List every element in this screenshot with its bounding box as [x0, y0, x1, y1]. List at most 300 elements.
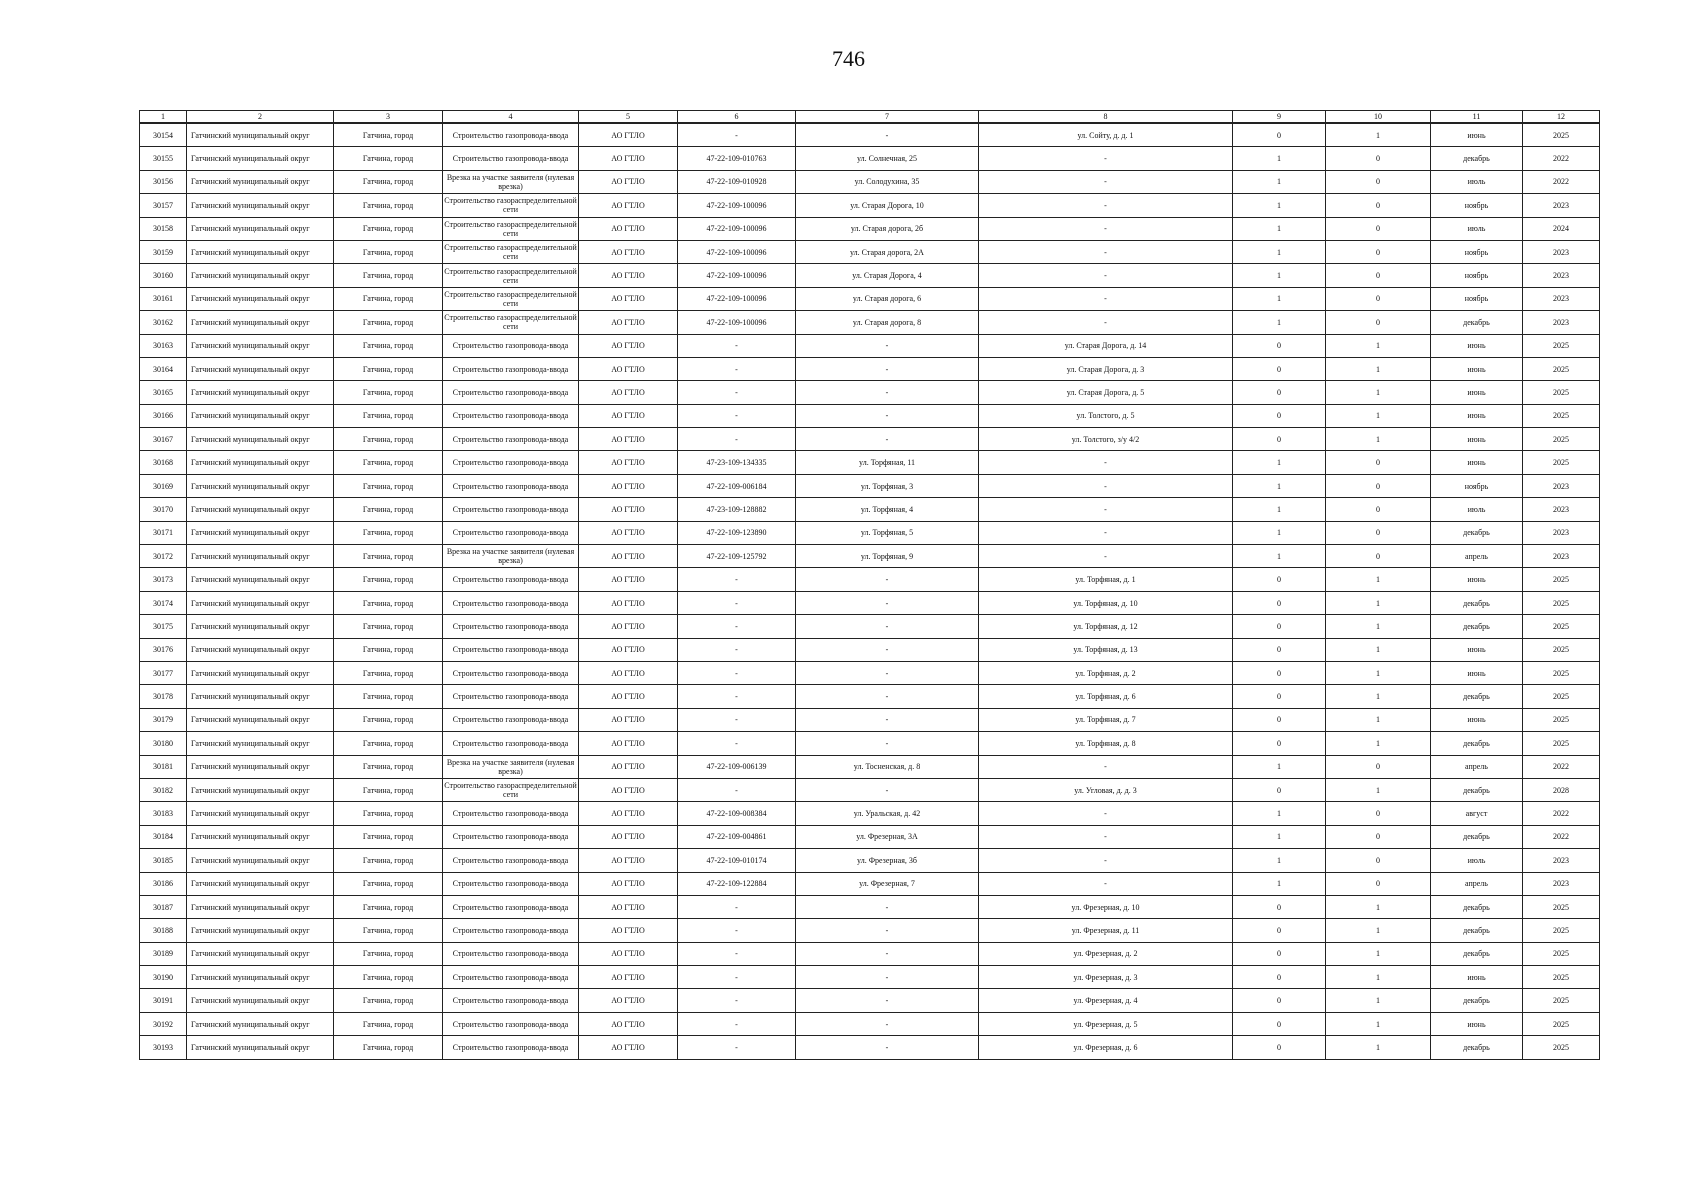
cell-organization: АО ГТЛО: [579, 825, 678, 848]
cell-address-planned: -: [979, 147, 1233, 170]
cell-flag-existing: 0: [1233, 334, 1326, 357]
cell-work-type: Врезка на участке заявителя (нулевая врезка): [443, 170, 579, 193]
cell-row-number: 30177: [140, 661, 187, 684]
cell-flag-existing: 0: [1233, 638, 1326, 661]
cell-district: Гатчинский муниципальный округ: [187, 638, 334, 661]
cell-month: июнь: [1431, 357, 1523, 380]
cell-cadastral-number: 47-22-109-006139: [678, 755, 796, 778]
cell-work-type: Строительство газопровода-ввода: [443, 357, 579, 380]
cell-flag-planned: 1: [1326, 1036, 1431, 1059]
cell-month: декабрь: [1431, 521, 1523, 544]
cell-cadastral-number: 47-22-109-122884: [678, 872, 796, 895]
cell-flag-planned: 0: [1326, 264, 1431, 287]
cell-year: 2025: [1523, 685, 1600, 708]
table-row: [140, 404, 1600, 427]
cell-settlement: Гатчина, город: [334, 545, 443, 568]
table-row: [140, 638, 1600, 661]
cell-flag-existing: 0: [1233, 708, 1326, 731]
cell-year: 2025: [1523, 123, 1600, 147]
cell-address-planned: ул. Торфяная, д. 7: [979, 708, 1233, 731]
cell-organization: АО ГТЛО: [579, 638, 678, 661]
cell-month: декабрь: [1431, 615, 1523, 638]
cell-district: Гатчинский муниципальный округ: [187, 708, 334, 731]
registry-table: [139, 110, 1600, 1060]
cell-address-planned: -: [979, 240, 1233, 263]
page-number: 746: [832, 46, 865, 71]
cell-district: Гатчинский муниципальный округ: [187, 147, 334, 170]
column-header: 2: [187, 111, 334, 124]
cell-month: июнь: [1431, 428, 1523, 451]
cell-month: декабрь: [1431, 591, 1523, 614]
cell-settlement: Гатчина, город: [334, 404, 443, 427]
cell-row-number: 30189: [140, 942, 187, 965]
cell-district: Гатчинский муниципальный округ: [187, 919, 334, 942]
table-row: [140, 311, 1600, 334]
cell-month: декабрь: [1431, 989, 1523, 1012]
cell-organization: АО ГТЛО: [579, 240, 678, 263]
cell-year: 2022: [1523, 147, 1600, 170]
cell-settlement: Гатчина, город: [334, 708, 443, 731]
cell-address-planned: ул. Старая Дорога, д. 3: [979, 357, 1233, 380]
cell-address-existing: ул. Уральская, д. 42: [796, 802, 979, 825]
cell-year: 2022: [1523, 825, 1600, 848]
cell-settlement: Гатчина, город: [334, 521, 443, 544]
table-row: [140, 240, 1600, 263]
cell-cadastral-number: 47-22-109-010928: [678, 170, 796, 193]
cell-flag-planned: 0: [1326, 194, 1431, 217]
cell-year: 2025: [1523, 381, 1600, 404]
cell-month: ноябрь: [1431, 264, 1523, 287]
cell-flag-planned: 1: [1326, 919, 1431, 942]
column-header: 7: [796, 111, 979, 124]
cell-address-planned: ул. Старая Дорога, д. 14: [979, 334, 1233, 357]
cell-year: 2025: [1523, 989, 1600, 1012]
cell-district: Гатчинский муниципальный округ: [187, 685, 334, 708]
cell-district: Гатчинский муниципальный округ: [187, 849, 334, 872]
cell-month: июнь: [1431, 966, 1523, 989]
cell-row-number: 30161: [140, 287, 187, 310]
cell-address-existing: ул. Фрезерная, 3А: [796, 825, 979, 848]
cell-address-planned: ул. Фрезерная, д. 10: [979, 895, 1233, 918]
cell-month: декабрь: [1431, 919, 1523, 942]
cell-cadastral-number: -: [678, 591, 796, 614]
cell-organization: АО ГТЛО: [579, 381, 678, 404]
cell-flag-existing: 0: [1233, 732, 1326, 755]
cell-organization: АО ГТЛО: [579, 661, 678, 684]
cell-flag-existing: 1: [1233, 451, 1326, 474]
cell-settlement: Гатчина, город: [334, 451, 443, 474]
cell-year: 2023: [1523, 498, 1600, 521]
cell-flag-existing: 0: [1233, 942, 1326, 965]
cell-row-number: 30187: [140, 895, 187, 918]
cell-settlement: Гатчина, город: [334, 498, 443, 521]
table-row: [140, 825, 1600, 848]
cell-year: 2025: [1523, 966, 1600, 989]
cell-work-type: Строительство газопровода-ввода: [443, 1036, 579, 1059]
cell-address-planned: ул. Старая Дорога, д. 5: [979, 381, 1233, 404]
cell-address-existing: ул. Старая Дорога, 10: [796, 194, 979, 217]
cell-cadastral-number: -: [678, 778, 796, 801]
cell-flag-planned: 1: [1326, 942, 1431, 965]
cell-row-number: 30164: [140, 357, 187, 380]
column-header: 8: [979, 111, 1233, 124]
cell-district: Гатчинский муниципальный округ: [187, 357, 334, 380]
cell-address-existing: ул. Старая дорога, 2б: [796, 217, 979, 240]
cell-organization: АО ГТЛО: [579, 778, 678, 801]
cell-month: июнь: [1431, 1012, 1523, 1035]
cell-work-type: Строительство газопровода-ввода: [443, 568, 579, 591]
cell-month: июль: [1431, 217, 1523, 240]
cell-address-planned: ул. Угловая, д. д. 3: [979, 778, 1233, 801]
cell-flag-existing: 1: [1233, 217, 1326, 240]
cell-flag-planned: 1: [1326, 123, 1431, 147]
cell-work-type: Строительство газопровода-ввода: [443, 123, 579, 147]
cell-flag-existing: 1: [1233, 287, 1326, 310]
cell-address-planned: ул. Торфяная, д. 2: [979, 661, 1233, 684]
cell-settlement: Гатчина, город: [334, 849, 443, 872]
cell-district: Гатчинский муниципальный округ: [187, 451, 334, 474]
column-header: 1: [140, 111, 187, 124]
cell-row-number: 30162: [140, 311, 187, 334]
cell-organization: АО ГТЛО: [579, 428, 678, 451]
cell-address-existing: -: [796, 404, 979, 427]
cell-district: Гатчинский муниципальный округ: [187, 568, 334, 591]
cell-work-type: Строительство газопровода-ввода: [443, 638, 579, 661]
cell-row-number: 30165: [140, 381, 187, 404]
cell-flag-planned: 0: [1326, 240, 1431, 263]
cell-organization: АО ГТЛО: [579, 942, 678, 965]
cell-cadastral-number: -: [678, 895, 796, 918]
cell-work-type: Строительство газопровода-ввода: [443, 404, 579, 427]
cell-settlement: Гатчина, город: [334, 1036, 443, 1059]
cell-settlement: Гатчина, город: [334, 615, 443, 638]
cell-flag-existing: 0: [1233, 428, 1326, 451]
cell-month: июнь: [1431, 334, 1523, 357]
cell-flag-existing: 0: [1233, 778, 1326, 801]
cell-organization: АО ГТЛО: [579, 498, 678, 521]
cell-flag-planned: 0: [1326, 755, 1431, 778]
cell-work-type: Строительство газораспределительной сети: [443, 217, 579, 240]
cell-month: июнь: [1431, 638, 1523, 661]
cell-flag-existing: 0: [1233, 895, 1326, 918]
cell-organization: АО ГТЛО: [579, 170, 678, 193]
cell-year: 2025: [1523, 357, 1600, 380]
cell-work-type: Строительство газопровода-ввода: [443, 521, 579, 544]
cell-work-type: Строительство газопровода-ввода: [443, 966, 579, 989]
cell-settlement: Гатчина, город: [334, 1012, 443, 1035]
cell-organization: АО ГТЛО: [579, 147, 678, 170]
cell-address-existing: ул. Торфяная, 9: [796, 545, 979, 568]
table-row: [140, 287, 1600, 310]
cell-cadastral-number: 47-22-109-100096: [678, 217, 796, 240]
table-row: [140, 147, 1600, 170]
cell-work-type: Строительство газопровода-ввода: [443, 919, 579, 942]
cell-organization: АО ГТЛО: [579, 568, 678, 591]
cell-work-type: Строительство газопровода-ввода: [443, 451, 579, 474]
cell-flag-existing: 0: [1233, 615, 1326, 638]
table-row: [140, 451, 1600, 474]
cell-row-number: 30163: [140, 334, 187, 357]
cell-address-existing: ул. Торфяная, 3: [796, 474, 979, 497]
cell-cadastral-number: -: [678, 661, 796, 684]
cell-flag-planned: 0: [1326, 287, 1431, 310]
cell-row-number: 30173: [140, 568, 187, 591]
column-header: 4: [443, 111, 579, 124]
cell-organization: АО ГТЛО: [579, 966, 678, 989]
table-row: [140, 849, 1600, 872]
cell-address-existing: -: [796, 942, 979, 965]
table-row: [140, 428, 1600, 451]
cell-district: Гатчинский муниципальный округ: [187, 123, 334, 147]
cell-row-number: 30178: [140, 685, 187, 708]
cell-address-existing: -: [796, 778, 979, 801]
cell-address-planned: ул. Фрезерная, д. 6: [979, 1036, 1233, 1059]
cell-work-type: Строительство газопровода-ввода: [443, 872, 579, 895]
cell-address-planned: -: [979, 194, 1233, 217]
cell-flag-existing: 0: [1233, 1012, 1326, 1035]
cell-flag-existing: 0: [1233, 357, 1326, 380]
cell-cadastral-number: -: [678, 123, 796, 147]
cell-address-planned: ул. Торфяная, д. 12: [979, 615, 1233, 638]
cell-cadastral-number: -: [678, 334, 796, 357]
cell-year: 2025: [1523, 334, 1600, 357]
column-header: 3: [334, 111, 443, 124]
column-header: 10: [1326, 111, 1431, 124]
cell-settlement: Гатчина, город: [334, 778, 443, 801]
cell-settlement: Гатчина, город: [334, 942, 443, 965]
cell-settlement: Гатчина, город: [334, 147, 443, 170]
cell-flag-planned: 0: [1326, 217, 1431, 240]
cell-settlement: Гатчина, город: [334, 895, 443, 918]
cell-year: 2023: [1523, 521, 1600, 544]
table-row: [140, 802, 1600, 825]
cell-flag-existing: 1: [1233, 521, 1326, 544]
cell-work-type: Строительство газораспределительной сети: [443, 311, 579, 334]
cell-settlement: Гатчина, город: [334, 568, 443, 591]
cell-flag-planned: 0: [1326, 147, 1431, 170]
cell-work-type: Строительство газопровода-ввода: [443, 825, 579, 848]
cell-work-type: Строительство газопровода-ввода: [443, 615, 579, 638]
cell-cadastral-number: -: [678, 381, 796, 404]
cell-address-existing: -: [796, 895, 979, 918]
cell-settlement: Гатчина, город: [334, 825, 443, 848]
cell-address-existing: -: [796, 919, 979, 942]
cell-row-number: 30185: [140, 849, 187, 872]
cell-month: июль: [1431, 849, 1523, 872]
cell-address-planned: -: [979, 498, 1233, 521]
cell-district: Гатчинский муниципальный округ: [187, 872, 334, 895]
cell-year: 2023: [1523, 545, 1600, 568]
cell-month: ноябрь: [1431, 194, 1523, 217]
cell-work-type: Строительство газораспределительной сети: [443, 778, 579, 801]
cell-work-type: Строительство газопровода-ввода: [443, 708, 579, 731]
cell-flag-planned: 1: [1326, 895, 1431, 918]
cell-work-type: Строительство газораспределительной сети: [443, 287, 579, 310]
cell-district: Гатчинский муниципальный округ: [187, 661, 334, 684]
cell-year: 2023: [1523, 872, 1600, 895]
cell-row-number: 30180: [140, 732, 187, 755]
cell-flag-planned: 1: [1326, 615, 1431, 638]
cell-address-planned: ул. Торфяная, д. 10: [979, 591, 1233, 614]
cell-cadastral-number: -: [678, 732, 796, 755]
cell-flag-existing: 1: [1233, 264, 1326, 287]
cell-district: Гатчинский муниципальный округ: [187, 942, 334, 965]
cell-organization: АО ГТЛО: [579, 685, 678, 708]
cell-work-type: Строительство газопровода-ввода: [443, 732, 579, 755]
cell-organization: АО ГТЛО: [579, 1036, 678, 1059]
cell-cadastral-number: -: [678, 942, 796, 965]
cell-row-number: 30193: [140, 1036, 187, 1059]
cell-flag-planned: 1: [1326, 568, 1431, 591]
cell-flag-existing: 0: [1233, 568, 1326, 591]
cell-flag-planned: 1: [1326, 334, 1431, 357]
cell-address-planned: -: [979, 474, 1233, 497]
cell-year: 2025: [1523, 638, 1600, 661]
cell-district: Гатчинский муниципальный округ: [187, 966, 334, 989]
cell-flag-existing: 1: [1233, 872, 1326, 895]
cell-row-number: 30158: [140, 217, 187, 240]
cell-address-planned: -: [979, 849, 1233, 872]
cell-settlement: Гатчина, город: [334, 591, 443, 614]
table-row: [140, 989, 1600, 1012]
cell-flag-existing: 0: [1233, 1036, 1326, 1059]
cell-address-existing: ул. Солодухина, 35: [796, 170, 979, 193]
cell-flag-planned: 0: [1326, 802, 1431, 825]
cell-district: Гатчинский муниципальный округ: [187, 895, 334, 918]
cell-row-number: 30155: [140, 147, 187, 170]
cell-row-number: 30167: [140, 428, 187, 451]
cell-district: Гатчинский муниципальный округ: [187, 194, 334, 217]
cell-organization: АО ГТЛО: [579, 708, 678, 731]
cell-row-number: 30181: [140, 755, 187, 778]
cell-cadastral-number: 47-22-109-100096: [678, 194, 796, 217]
column-header: 11: [1431, 111, 1523, 124]
cell-district: Гатчинский муниципальный округ: [187, 545, 334, 568]
cell-month: июнь: [1431, 568, 1523, 591]
cell-flag-existing: 1: [1233, 147, 1326, 170]
cell-settlement: Гатчина, город: [334, 919, 443, 942]
cell-flag-existing: 1: [1233, 825, 1326, 848]
cell-flag-planned: 1: [1326, 404, 1431, 427]
cell-settlement: Гатчина, город: [334, 474, 443, 497]
cell-flag-existing: 1: [1233, 545, 1326, 568]
table-row: [140, 615, 1600, 638]
cell-address-existing: ул. Старая дорога, 8: [796, 311, 979, 334]
cell-organization: АО ГТЛО: [579, 404, 678, 427]
cell-district: Гатчинский муниципальный округ: [187, 989, 334, 1012]
cell-district: Гатчинский муниципальный округ: [187, 1036, 334, 1059]
cell-row-number: 30170: [140, 498, 187, 521]
cell-work-type: Строительство газораспределительной сети: [443, 194, 579, 217]
cell-month: апрель: [1431, 755, 1523, 778]
cell-address-planned: -: [979, 287, 1233, 310]
cell-address-planned: ул. Торфяная, д. 1: [979, 568, 1233, 591]
cell-settlement: Гатчина, город: [334, 638, 443, 661]
cell-address-existing: -: [796, 428, 979, 451]
cell-cadastral-number: -: [678, 615, 796, 638]
cell-settlement: Гатчина, город: [334, 264, 443, 287]
cell-cadastral-number: 47-22-109-006184: [678, 474, 796, 497]
cell-flag-planned: 1: [1326, 966, 1431, 989]
cell-work-type: Строительство газопровода-ввода: [443, 334, 579, 357]
cell-row-number: 30175: [140, 615, 187, 638]
cell-flag-existing: 0: [1233, 661, 1326, 684]
cell-row-number: 30156: [140, 170, 187, 193]
cell-cadastral-number: 47-22-109-100096: [678, 240, 796, 263]
table-row: [140, 778, 1600, 801]
cell-district: Гатчинский муниципальный округ: [187, 521, 334, 544]
table-row: [140, 966, 1600, 989]
cell-organization: АО ГТЛО: [579, 895, 678, 918]
cell-flag-existing: 0: [1233, 685, 1326, 708]
cell-row-number: 30186: [140, 872, 187, 895]
table-row: [140, 521, 1600, 544]
cell-flag-planned: 1: [1326, 638, 1431, 661]
cell-year: 2023: [1523, 474, 1600, 497]
cell-district: Гатчинский муниципальный округ: [187, 474, 334, 497]
cell-cadastral-number: -: [678, 428, 796, 451]
cell-year: 2025: [1523, 1012, 1600, 1035]
table-row: [140, 474, 1600, 497]
cell-flag-planned: 0: [1326, 451, 1431, 474]
cell-work-type: Строительство газопровода-ввода: [443, 428, 579, 451]
table-row: [140, 732, 1600, 755]
cell-work-type: Строительство газопровода-ввода: [443, 381, 579, 404]
cell-year: 2025: [1523, 428, 1600, 451]
cell-row-number: 30166: [140, 404, 187, 427]
cell-address-existing: -: [796, 989, 979, 1012]
cell-address-existing: -: [796, 685, 979, 708]
cell-flag-planned: 0: [1326, 872, 1431, 895]
cell-settlement: Гатчина, город: [334, 287, 443, 310]
cell-flag-planned: 1: [1326, 685, 1431, 708]
cell-flag-planned: 0: [1326, 521, 1431, 544]
cell-month: декабрь: [1431, 942, 1523, 965]
cell-settlement: Гатчина, город: [334, 334, 443, 357]
cell-month: декабрь: [1431, 1036, 1523, 1059]
cell-work-type: Строительство газопровода-ввода: [443, 849, 579, 872]
cell-row-number: 30179: [140, 708, 187, 731]
cell-work-type: Строительство газопровода-ввода: [443, 685, 579, 708]
cell-organization: АО ГТЛО: [579, 521, 678, 544]
cell-flag-planned: 1: [1326, 357, 1431, 380]
cell-address-existing: ул. Старая дорога, 2А: [796, 240, 979, 263]
table-row: [140, 661, 1600, 684]
cell-settlement: Гатчина, город: [334, 217, 443, 240]
cell-row-number: 30174: [140, 591, 187, 614]
cell-settlement: Гатчина, город: [334, 989, 443, 1012]
cell-cadastral-number: 47-22-109-125792: [678, 545, 796, 568]
cell-organization: АО ГТЛО: [579, 802, 678, 825]
cell-month: ноябрь: [1431, 474, 1523, 497]
cell-cadastral-number: 47-23-109-134335: [678, 451, 796, 474]
cell-work-type: Строительство газораспределительной сети: [443, 240, 579, 263]
cell-flag-planned: 0: [1326, 498, 1431, 521]
cell-month: декабрь: [1431, 732, 1523, 755]
header-row: [140, 111, 1600, 124]
cell-settlement: Гатчина, город: [334, 872, 443, 895]
cell-year: 2025: [1523, 895, 1600, 918]
cell-year: 2025: [1523, 451, 1600, 474]
table-row: [140, 1012, 1600, 1035]
cell-address-existing: ул. Фрезерная, 7: [796, 872, 979, 895]
table-row: [140, 755, 1600, 778]
cell-settlement: Гатчина, город: [334, 123, 443, 147]
cell-flag-planned: 1: [1326, 591, 1431, 614]
cell-address-existing: -: [796, 123, 979, 147]
table-row: [140, 568, 1600, 591]
cell-row-number: 30172: [140, 545, 187, 568]
